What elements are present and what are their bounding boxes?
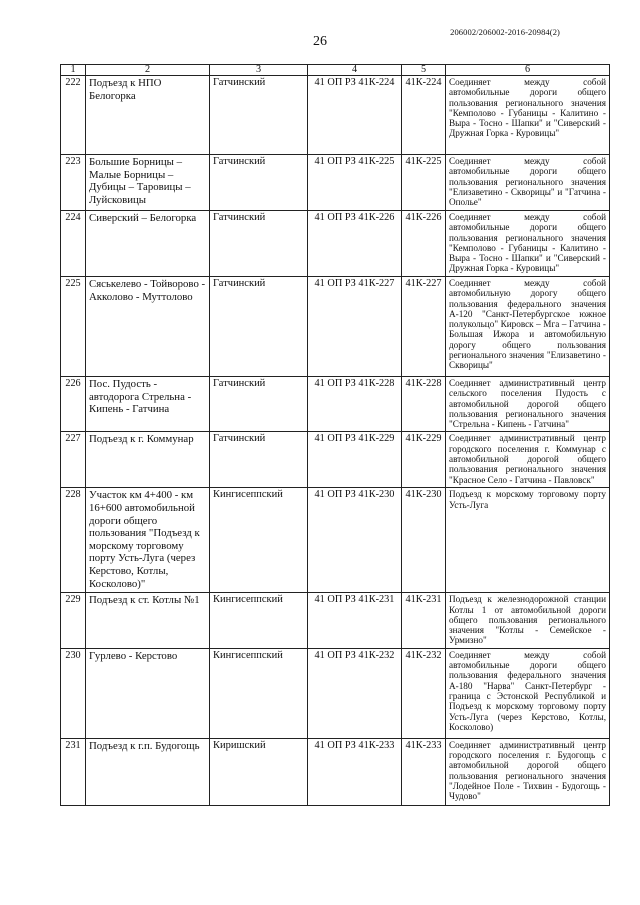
- table-row: [61, 432, 610, 488]
- column-header: 3: [210, 65, 308, 76]
- row-number: 225: [61, 277, 86, 377]
- road-name: Подъезд к НПО Белогорка: [86, 76, 210, 155]
- road-registry-table: [60, 64, 610, 806]
- district: Гатчинский: [210, 155, 308, 211]
- road-code: 41К-227: [402, 277, 446, 377]
- row-number: 228: [61, 488, 86, 593]
- document-id: 206002/206002-2016-20984(2): [450, 27, 560, 37]
- table-row: [61, 593, 610, 648]
- road-description: Соединяет между собой автомобильные дороги общего пользования регионального значения "Кемполово - Губаницы - Калитино - Выра - Тосно - Шапки" и "Сиверский - Дружная Горка - Куровицы": [446, 76, 610, 155]
- road-description: Соединяет административный центр городского поселения г. Будогощь с автомобильной дорогой общего пользования регионального значения "Лодейное Поле - Тихвин - Будогощь - Чудово": [446, 738, 610, 805]
- row-number: 231: [61, 738, 86, 805]
- road-description: Соединяет административный центр сельского поселения Пудость с автомобильной дорогой общего пользования регионального значения "Стрельна - Кипень - Гатчина": [446, 377, 610, 432]
- road-code: 41К-230: [402, 488, 446, 593]
- road-name: Участок км 4+400 - км 16+600 автомобильной дороги общего пользования "Подъезд к морскому торговому порту Усть-Луга (через Керстово, Котлы, Косколово)": [86, 488, 210, 593]
- district: Кингисеппский: [210, 648, 308, 738]
- road-description: Подъезд к железнодорожной станции Котлы 1 от автомобильной дороги общего пользования регионального значения "Котлы - Семейское - Урмизно": [446, 593, 610, 648]
- road-name: Сиверский – Белогорка: [86, 211, 210, 277]
- row-number: 229: [61, 593, 86, 648]
- road-code: 41К-232: [402, 648, 446, 738]
- table-row: [61, 76, 610, 155]
- district: Гатчинский: [210, 432, 308, 488]
- column-header: 1: [61, 65, 86, 76]
- road-identifier: 41 ОП РЗ 41К-230: [308, 488, 402, 593]
- column-header: 6: [446, 65, 610, 76]
- road-identifier: 41 ОП РЗ 41К-233: [308, 738, 402, 805]
- road-code: 41К-231: [402, 593, 446, 648]
- district: Гатчинский: [210, 76, 308, 155]
- district: Гатчинский: [210, 211, 308, 277]
- road-name: Гурлево - Керстово: [86, 648, 210, 738]
- road-identifier: 41 ОП РЗ 41К-228: [308, 377, 402, 432]
- district: Кингисеппский: [210, 593, 308, 648]
- road-identifier: 41 ОП РЗ 41К-231: [308, 593, 402, 648]
- road-identifier: 41 ОП РЗ 41К-224: [308, 76, 402, 155]
- table-row: [61, 488, 610, 593]
- road-description: Подъезд к морскому торговому порту Усть-Луга: [446, 488, 610, 593]
- road-name: Пос. Пудость - автодорога Стрельна - Кипень - Гатчина: [86, 377, 210, 432]
- table-row: [61, 648, 610, 738]
- road-code: 41К-233: [402, 738, 446, 805]
- row-number: 222: [61, 76, 86, 155]
- row-number: 223: [61, 155, 86, 211]
- road-name: Подъезд к г. Коммунар: [86, 432, 210, 488]
- road-name: Сяськелево - Тойворово - Акколово - Муттолово: [86, 277, 210, 377]
- road-identifier: 41 ОП РЗ 41К-227: [308, 277, 402, 377]
- table-row: [61, 277, 610, 377]
- row-number: 226: [61, 377, 86, 432]
- road-code: 41К-229: [402, 432, 446, 488]
- district: Кингисеппский: [210, 488, 308, 593]
- row-number: 227: [61, 432, 86, 488]
- page-number: 26: [313, 34, 327, 49]
- road-code: 41К-225: [402, 155, 446, 211]
- table-row: [61, 155, 610, 211]
- road-identifier: 41 ОП РЗ 41К-232: [308, 648, 402, 738]
- table-row: [61, 738, 610, 805]
- row-number: 224: [61, 211, 86, 277]
- road-identifier: 41 ОП РЗ 41К-225: [308, 155, 402, 211]
- district: Гатчинский: [210, 377, 308, 432]
- table-row: [61, 377, 610, 432]
- table-row: [61, 211, 610, 277]
- road-description: Соединяет между собой автомобильные дороги общего пользования федерального значения А-180 "Нарва" Санкт-Петербург - граница с Эстонской Республикой и Подъезд к морскому торговому порту Усть-Луга (через Керстово, Котлы, Косколово): [446, 648, 610, 738]
- district: Гатчинский: [210, 277, 308, 377]
- district: Киришский: [210, 738, 308, 805]
- road-code: 41К-228: [402, 377, 446, 432]
- road-description: Соединяет между собой автомобильную дорогу общего пользования федерального значения А-120 "Санкт-Петербургское южное полукольцо" Кировск – Мга – Гатчина - Большая Ижора и автомобильную дорогу общего пользования регионального значения "Елизаветино - Скворицы": [446, 277, 610, 377]
- road-name: Подъезд к ст. Котлы №1: [86, 593, 210, 648]
- road-code: 41К-224: [402, 76, 446, 155]
- road-identifier: 41 ОП РЗ 41К-229: [308, 432, 402, 488]
- road-name: Подъезд к г.п. Будогощь: [86, 738, 210, 805]
- road-identifier: 41 ОП РЗ 41К-226: [308, 211, 402, 277]
- column-header: 5: [402, 65, 446, 76]
- row-number: 230: [61, 648, 86, 738]
- road-code: 41К-226: [402, 211, 446, 277]
- road-description: Соединяет между собой автомобильные дороги общего пользования регионального значения "Кемполово - Губаницы - Калитино - Выра - Тосно - Шапки" и "Сиверский - Дружная Горка - Куровицы": [446, 211, 610, 277]
- column-header: 2: [86, 65, 210, 76]
- road-name: Большие Борницы – Малые Борницы – Дубицы – Таровицы – Луйсковицы: [86, 155, 210, 211]
- header-row: [61, 65, 610, 76]
- road-description: Соединяет между собой автомобильные дороги общего пользования регионального значения "Елизаветино - Скворицы" и "Гатчина - Ополье": [446, 155, 610, 211]
- road-description: Соединяет административный центр городского поселения г. Коммунар с автомобильной дорогой общего пользования регионального значения "Красное Село - Гатчина - Павловск": [446, 432, 610, 488]
- column-header: 4: [308, 65, 402, 76]
